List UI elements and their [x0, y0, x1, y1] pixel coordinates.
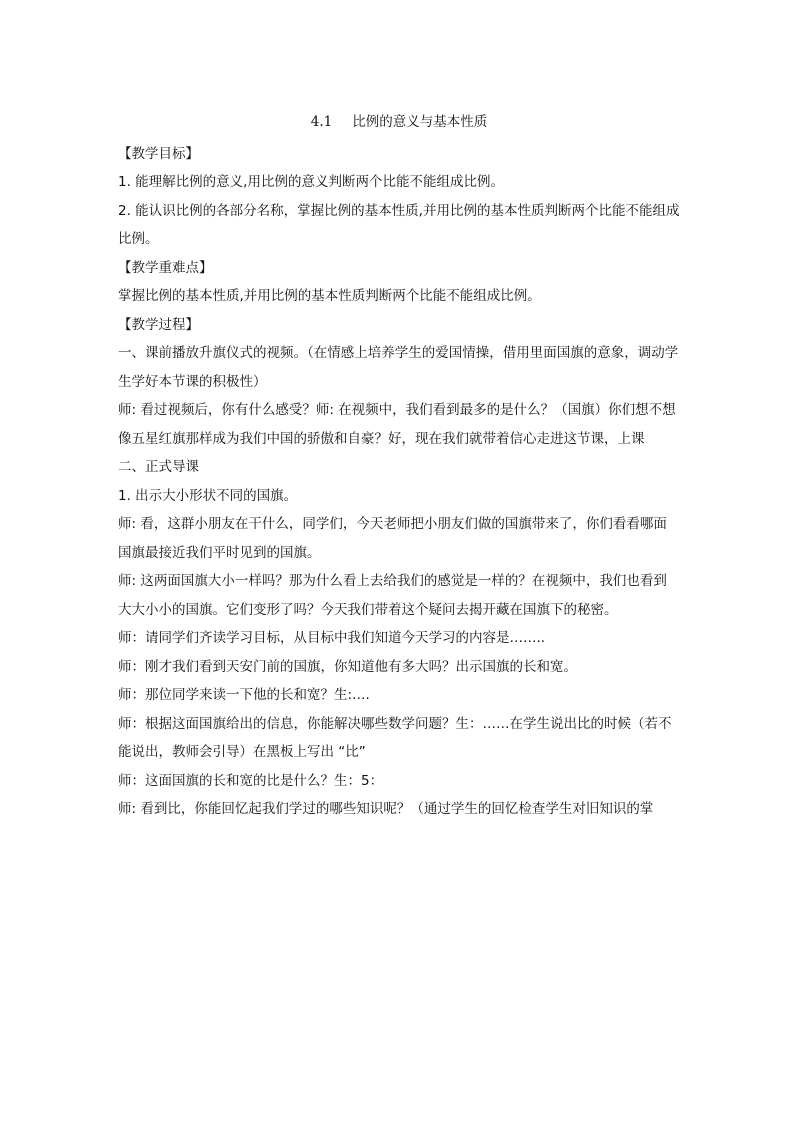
key-difficulty-paragraph: 掌握比例的基本性质,并用比例的基本性质判断两个比能不能组成比例。 — [118, 288, 541, 304]
document-title — [118, 108, 680, 137]
process-paragraph-5: 师: 看，这群小朋友在干什么，同学们，今天老师把小朋友们做的国旗带来了，你们看看哪面国旗最接近我们平时见到的国旗。 — [118, 516, 667, 561]
process-paragraph-2: 师: 看过视频后，你有什么感受？师: 在视频中，我们看到最多的是什么？（国旗）你们想不想像五星红旗那样成为我们中国的骄傲和自豪？好，现在我们就带着信心走进这节课，上课 — [118, 402, 676, 447]
process-paragraph-6: 师: 这两面国旗大小一样吗？那为什么看上去给我们的感觉是一样的？在视频中，我们也看到大大小小的国旗。它们变形了吗？今天我们带着这个疑问去揭开藏在国旗下的秘密。 — [118, 573, 667, 618]
process-paragraph-7: 师：请同学们齐读学习目标，从目标中我们知道今天学习的内容是…….. — [118, 630, 546, 646]
process-paragraph-11: 师：这面国旗的长和宽的比是什么？生：5： — [118, 772, 384, 789]
title-number: 4.1 — [310, 114, 333, 130]
goal-paragraph-2: 2. 能认识比例的各部分名称，掌握比例的基本性质,并用比例的基本性质判断两个比能不能组成比例。 — [118, 202, 680, 247]
process-paragraph-4: 1. 出示大小形状不同的国旗。 — [118, 487, 298, 504]
section-heading-key-difficulty: 【教学重难点】 — [118, 259, 213, 276]
process-paragraph-12: 师: 看到比，你能回忆起我们学过的哪些知识呢？（通过学生的回忆检查学生对旧知识的掌 — [118, 801, 654, 817]
goal-paragraph-1: 1. 能理解比例的意义,用比例的意义判断两个比能不能组成比例。 — [118, 174, 504, 190]
process-paragraph-9: 师：那位同学来读一下他的长和宽？生:…. — [118, 687, 370, 703]
title-text: 比例的意义与基本性质 — [352, 114, 488, 130]
process-paragraph-3: 二、正式导课 — [118, 459, 199, 475]
section-heading-teaching-goals: 【教学目标】 — [118, 145, 199, 162]
process-paragraph-10: 师：根据这面国旗给出的信息，你能解决哪些数学问题？生：……在学生说出比的时候（若不能说出，教师会引导）在黑板上写出 “比” — [118, 715, 672, 760]
document-content — [118, 108, 680, 824]
section-heading-teaching-process: 【教学过程】 — [118, 316, 199, 333]
process-paragraph-8: 师：刚才我们看到天安门前的国旗，你知道他有多大吗？出示国旗的长和宽。 — [118, 658, 577, 675]
process-paragraph-1: 一、课前播放升旗仪式的视频。（在情感上培养学生的爱国情操，借用里面国旗的意象，调动学生学好本节课的积极性） — [118, 345, 679, 390]
